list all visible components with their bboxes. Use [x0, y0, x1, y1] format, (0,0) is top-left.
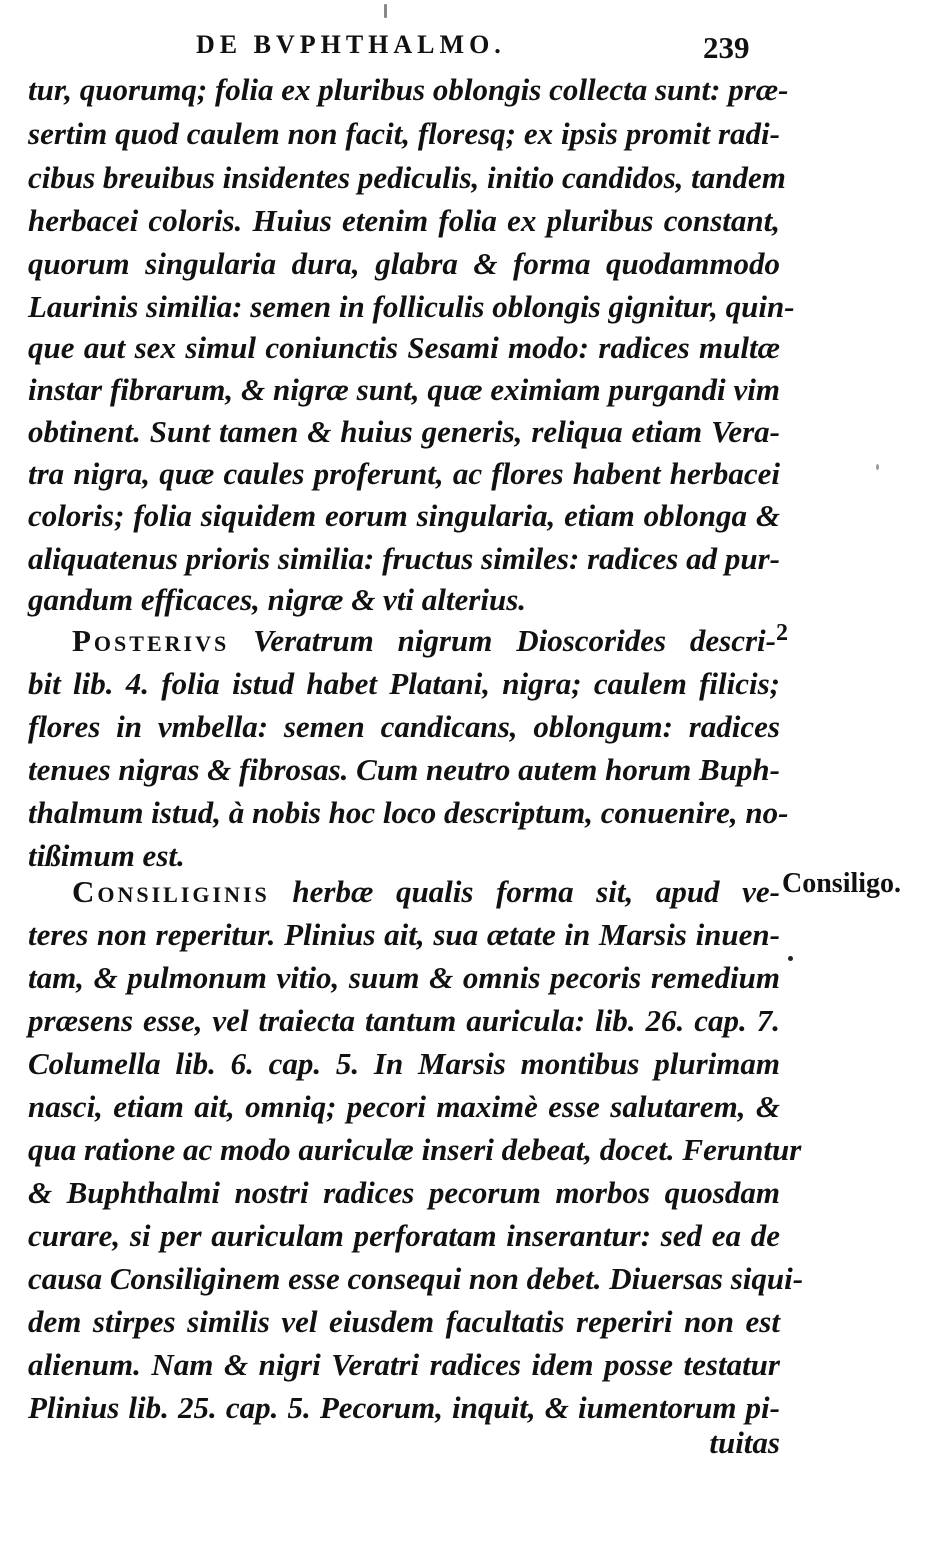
text-line: instar fibrarum, & nigræ sunt, quæ eximiam purgandi vim [28, 372, 780, 407]
text-line: curare, si per auriculam perforatam inserantur: sed ea de [28, 1218, 780, 1253]
print-speck [788, 956, 793, 961]
text-line: tißimum est. [28, 838, 185, 873]
print-speck [876, 464, 879, 470]
text-line: cibus breuibus insidentes pediculis, initio candidos, tandem [28, 160, 786, 195]
text-line: obtinent. Sunt tamen & huius generis, reliqua etiam Vera- [28, 414, 780, 449]
text-line: teres non reperitur. Plinius ait, sua ætate in Marsis inuen- [28, 917, 780, 952]
margin-note-number: 2 [776, 620, 788, 646]
running-title: DE BVPHTHALMO. [196, 30, 506, 59]
paragraph-first-line [28, 619, 776, 663]
lead-word: Consiliginis [72, 874, 270, 909]
text-line: tur, quorumq; folia ex pluribus oblongis collecta sunt: præ- [28, 72, 789, 107]
margin-note-consiligo: Consiligo. [782, 868, 902, 899]
text-line: bit lib. 4. folia istud habet Platani, nigra; caulem filicis; [28, 666, 780, 701]
text-line: herbæ qualis forma sit, apud ve- [292, 874, 781, 909]
text-line: nasci, etiam ait, omniq; pecori maximè esse salutarem, & [28, 1089, 780, 1124]
text-line: quorum singularia dura, glabra & forma quodammodo [28, 246, 780, 281]
text-line: alienum. Nam & nigri Veratri radices idem posse testatur [28, 1347, 780, 1382]
text-line: Columella lib. 6. cap. 5. In Marsis montibus plurimam [28, 1046, 780, 1081]
text-line: Plinius lib. 25. cap. 5. Pecorum, inquit, & iumentorum pi- [28, 1390, 780, 1425]
paragraph-first-line [28, 870, 780, 914]
text-line: tenues nigras & fibrosas. Cum neutro autem horum Buph- [28, 752, 780, 787]
text-line: qua ratione ac modo auriculæ inseri debeat, docet. Feruntur [28, 1132, 802, 1167]
text-line: gandum efficaces, nigræ & vti alterius. [28, 582, 527, 617]
text-line: Veratrum nigrum Dioscorides descri- [253, 623, 776, 658]
text-line: tam, & pulmonum vitio, suum & omnis pecoris remedium [28, 960, 780, 995]
print-speck [384, 4, 387, 18]
page-number: 239 [703, 30, 750, 65]
text-line: Laurinis similia: semen in folliculis oblongis gignitur, quin- [28, 289, 795, 324]
text-line: & Buphthalmi nostri radices pecorum morbos quosdam [28, 1175, 780, 1210]
text-line: præsens esse, vel traiecta tantum auricula: lib. 26. cap. 7. [28, 1003, 780, 1038]
text-line: herbacei coloris. Huius etenim folia ex pluribus constant, [28, 203, 780, 238]
lead-word: Posterivs [72, 623, 230, 658]
text-line: coloris; folia siquidem eorum singularia, etiam oblonga & [28, 498, 780, 533]
text-line: flores in vmbella: semen candicans, oblongum: radices [28, 709, 780, 744]
text-line: causa Consiliginem esse consequi non debet. Diuersas siqui- [28, 1261, 804, 1296]
text-line: sertim quod caulem non facit, floresq; ex ipsis promit radi- [28, 116, 780, 151]
text-line: aliquatenus prioris similia: fructus similes: radices ad pur- [28, 541, 780, 576]
text-line: thalmum istud, à nobis hoc loco descriptum, conuenire, no- [28, 795, 789, 830]
text-line: dem stirpes similis vel eiusdem facultatis reperiri non est [28, 1304, 780, 1339]
text-line: tra nigra, quæ caules proferunt, ac flores habent herbacei [28, 456, 780, 491]
text-line: que aut sex simul coniunctis Sesami modo: radices multæ [28, 330, 780, 365]
catchword: tuitas [709, 1425, 780, 1460]
